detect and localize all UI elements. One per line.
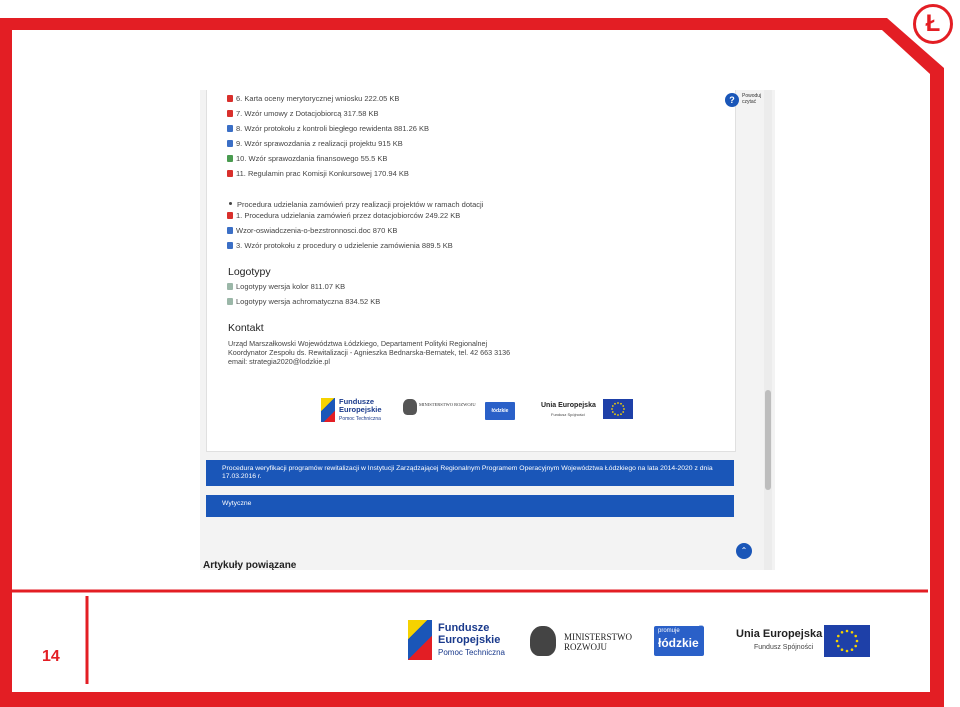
contact-line: Urząd Marszałkowski Województwa Łódzkiego, Departament Polityki Regionalnej bbox=[228, 339, 488, 348]
ministry-logo bbox=[528, 626, 638, 658]
eu-flag-icon bbox=[603, 399, 633, 419]
file-link[interactable]: 6. Karta oceny merytorycznej wniosku 222.05 KB bbox=[227, 94, 399, 104]
file-link[interactable]: 9. Wzór sprawozdania z realizacji projektu 915 KB bbox=[227, 139, 403, 149]
mini-lodzkie: łódzkie bbox=[485, 402, 515, 420]
lodzkie-logo bbox=[654, 626, 704, 656]
contact-email-link[interactable]: email: strategia2020@lodzkie.pl bbox=[228, 357, 330, 366]
contact-heading: Kontakt bbox=[228, 322, 264, 334]
mini-ue-title: Unia Europejska bbox=[541, 402, 596, 409]
page-scrollbar[interactable] bbox=[764, 90, 772, 570]
mini-fe-title: Fundusze Europejskie bbox=[339, 397, 382, 414]
lodzkie-tagline: promuje bbox=[658, 628, 680, 634]
region-logo-icon: Ł bbox=[913, 4, 953, 44]
eu-flag-icon bbox=[824, 625, 870, 657]
file-link[interactable]: 7. Wzór umowy z Dotacjobiorcą 317.58 KB bbox=[227, 109, 379, 119]
procurement-bullet: Procedura udzielania zamówień przy realizacji projektów w ramach dotacji bbox=[229, 200, 483, 210]
accessibility-icon[interactable]: ? bbox=[725, 93, 739, 107]
file-link[interactable]: Logotypy wersja achromatyczna 834.52 KB bbox=[227, 297, 380, 307]
pdf-file-icon bbox=[227, 110, 233, 117]
fundusze-europejskie-logo bbox=[408, 620, 508, 660]
ue-title: Unia Europejska bbox=[736, 628, 823, 640]
doc-file-icon bbox=[227, 125, 233, 132]
accordion-guidelines[interactable]: Wytyczne bbox=[206, 495, 734, 517]
contact-line: Koordynator Zespołu ds. Rewitalizacji - Agnieszka Bednarska-Bernatek, tel. 42 663 3136 bbox=[228, 348, 511, 357]
file-link[interactable]: Wzor-oswiadczenia-o-bezstronnosci.doc 870 KB bbox=[227, 226, 397, 236]
website-screenshot bbox=[200, 90, 775, 570]
documents-card bbox=[206, 90, 736, 452]
fe-title: Fundusze Europejskie bbox=[438, 622, 501, 646]
file-link[interactable]: 1. Procedura udzielania zamówień przez dotacjobiorców 249.22 KB bbox=[227, 211, 460, 221]
page-number: 14 bbox=[42, 648, 60, 665]
file-link[interactable]: 3. Wzór protokołu z procedury o udzielenie zamówienia 889.5 KB bbox=[227, 241, 453, 251]
file-link[interactable]: 8. Wzór protokołu z kontroli biegłego rewidenta 881.26 KB bbox=[227, 124, 429, 134]
scroll-to-top-button[interactable]: ⌃ bbox=[736, 543, 752, 559]
logotypes-heading: Logotypy bbox=[228, 266, 271, 278]
help-text[interactable]: Powoduj czytać bbox=[742, 93, 762, 105]
file-link[interactable]: 11. Regulamin prac Komisji Konkursowej 170.94 KB bbox=[227, 169, 409, 179]
image-file-icon bbox=[227, 298, 233, 305]
pdf-file-icon bbox=[227, 95, 233, 102]
fe-sub: Pomoc Techniczna bbox=[438, 648, 505, 657]
pdf-file-icon bbox=[227, 212, 233, 219]
ministry-name: MINISTERSTWO ROZWOJU bbox=[564, 632, 632, 652]
eagle-emblem-icon bbox=[403, 399, 417, 415]
mini-logo-strip bbox=[317, 390, 637, 426]
doc-file-icon bbox=[227, 140, 233, 147]
scrollbar-thumb[interactable] bbox=[765, 390, 771, 490]
mini-ue-sub: Fundusz Spójności bbox=[551, 412, 585, 417]
doc-file-icon bbox=[227, 242, 233, 249]
eu-logo bbox=[736, 626, 872, 658]
registered-mark: ® bbox=[698, 624, 704, 633]
bullet-icon bbox=[229, 202, 232, 205]
fe-mark-icon bbox=[321, 398, 335, 422]
file-link[interactable]: Logotypy wersja kolor 811.07 KB bbox=[227, 282, 345, 292]
related-articles-heading: Artykuły powiązane bbox=[203, 560, 297, 570]
mini-fe-sub: Pomoc Techniczna bbox=[339, 416, 381, 422]
doc-file-icon bbox=[227, 227, 233, 234]
eagle-emblem-icon bbox=[530, 626, 556, 656]
accordion-procedure[interactable]: Procedura weryfikacji programów rewitalizacji w Instytucji Zarządzającej Regionalnym Programem Operacyjnym Województwa Łódzkiego na lata 2014-2020 z dnia 17.03.2016 r. bbox=[206, 460, 734, 486]
ue-sub: Fundusz Spójności bbox=[754, 644, 814, 651]
fe-mark-icon bbox=[408, 620, 432, 660]
file-link[interactable]: 10. Wzór sprawozdania finansowego 55.5 KB bbox=[227, 154, 387, 164]
pdf-file-icon bbox=[227, 170, 233, 177]
lodzkie-name: łódzkie bbox=[658, 636, 699, 650]
image-file-icon bbox=[227, 283, 233, 290]
mini-ministry: MINISTERSTWO ROZWOJU bbox=[419, 402, 476, 407]
xls-file-icon bbox=[227, 155, 233, 162]
